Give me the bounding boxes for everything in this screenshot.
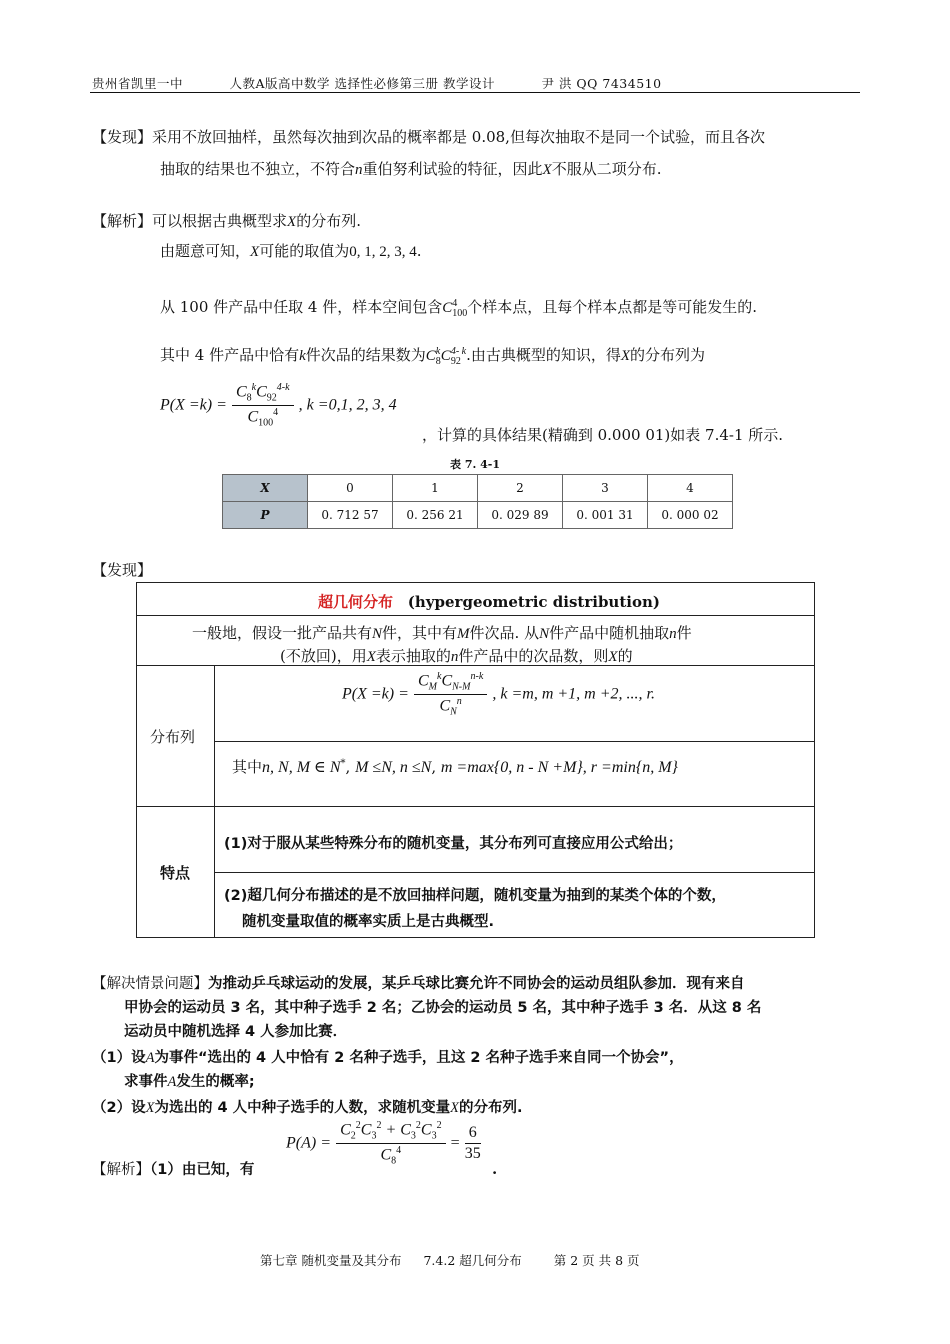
def-text: 一般地，假设一批产品共有: [192, 624, 373, 642]
var-M: M: [457, 626, 470, 642]
hyper-numerator: $C_M^kC_{N-M}^{n-k}$: [414, 671, 487, 695]
combination-c8k: [425, 345, 441, 367]
hyper-title: [318, 591, 660, 612]
hyper-formula-left: P(X =k) =: [342, 685, 409, 703]
values-list: 0, 1, 2, 3, 4: [349, 244, 417, 260]
var-n: n: [450, 649, 459, 665]
hyper-def-line2: [280, 645, 633, 666]
hyper-where: 其中n, N, M ∈ N*, M ≤N, n ≤N, m =max{0, n - N +M}, r =min{n, M}: [232, 758, 678, 776]
q1-text: 发生的概率;: [176, 1074, 255, 1090]
header-book: 人教A版高中数学 选择性必修第三册 教学设计: [229, 76, 495, 91]
table-row-x: [223, 475, 733, 502]
question-2: [92, 1096, 523, 1117]
footer-section: 7.4.2 超几何分布: [423, 1253, 522, 1268]
table-p-cell: 0. 000 02: [648, 502, 733, 529]
header-school: 贵州省凯里一中: [92, 76, 184, 91]
c-sup: k: [435, 345, 441, 357]
def-text: 件: [676, 624, 692, 642]
header-rule: [90, 92, 860, 93]
rule: [214, 872, 815, 873]
c-sup: 4- k: [450, 345, 467, 357]
feature-2-line2: 随机变量取值的概率实质上是古典概型.: [242, 914, 495, 930]
answer-line: [92, 1158, 254, 1179]
var-k: k: [299, 348, 306, 364]
discovery1-tag: 【发现】: [92, 128, 153, 146]
table-p-label: P: [223, 502, 308, 529]
discovery1-text2b: 重伯努利试验的特征，因此: [362, 160, 543, 178]
answer-result-den: 35: [464, 1144, 481, 1162]
formula-left: P(X =k) =: [160, 396, 227, 414]
analysis1-l3b: 个样本点，且每个样本点都是等可能发生的.: [467, 298, 758, 316]
star: *: [340, 758, 346, 769]
answer-result-num: 6: [465, 1124, 481, 1144]
problem-line3: 运动员中随机选择 4 人参加比赛．: [124, 1024, 348, 1040]
rule: [214, 741, 815, 742]
var-N: N: [372, 626, 383, 642]
question-1-cont: [124, 1070, 255, 1091]
q1-text: 求事件: [124, 1074, 168, 1090]
where-cond3: m =max{0, n - N +M}, r =min{n, M}: [440, 759, 678, 776]
c-symbol: C: [425, 348, 436, 364]
var-A: A: [167, 1074, 177, 1090]
discovery1-line1: [92, 126, 765, 147]
distribution-table: [222, 474, 733, 529]
hyper-denominator: $C_N^n$: [439, 695, 462, 718]
table-caption: 表 7. 4-1: [450, 458, 501, 471]
hyper-formula-fraction: [414, 671, 487, 717]
footer-chapter: 第七章 随机变量及其分布: [260, 1253, 402, 1268]
var-X: X: [620, 348, 631, 364]
def-text: 的: [617, 647, 633, 665]
def-text: 件次品. 从: [469, 624, 540, 642]
period: .: [416, 242, 422, 260]
distribution-formula: [160, 382, 397, 428]
def-text: 件，其中有: [382, 624, 458, 642]
table-x-label: X: [223, 475, 308, 502]
table-x-cell: 2: [478, 475, 563, 502]
q1-text: 为事件“选出的 4 人中恰有 2 名种子选手，且这 2 名种子选手来自同一个协会”，: [154, 1050, 684, 1066]
analysis1-line4: [160, 344, 705, 367]
hyper-formula: [342, 671, 655, 717]
equals: =: [450, 1134, 460, 1152]
header-author: 尹 洪 QQ 7434510: [541, 76, 662, 91]
problem-tag: 【解决情景问题】: [92, 976, 208, 992]
analysis1-l2b: 可能的取值为: [259, 242, 350, 260]
discovery1-text2c: 不服从二项分布.: [551, 160, 662, 178]
table-p-cell: 0. 256 21: [393, 502, 478, 529]
def-text: 表示抽取的: [375, 647, 451, 665]
discovery2-tag: 【发现】: [92, 561, 153, 579]
analysis1-line2: [160, 240, 421, 261]
hyper-def-line1: [192, 622, 692, 643]
discovery1-line2: [160, 158, 661, 179]
hyper-title-en: (hypergeometric distribution): [407, 593, 660, 611]
combination-c100-4: [442, 297, 468, 319]
answer-denominator: $C_8^4$: [380, 1144, 402, 1167]
answer-fraction-1: [336, 1120, 445, 1166]
table-x-cell: 3: [563, 475, 648, 502]
answer-formula-left: P(A) =: [286, 1134, 331, 1152]
rule: [214, 665, 215, 938]
table-x-cell: 0: [308, 475, 393, 502]
var-X: X: [450, 1100, 459, 1116]
answer-numerator: $C_2^2C_3^2 + C_3^2C_3^2$: [336, 1120, 445, 1144]
q2-text: （2）设: [92, 1100, 146, 1116]
feature-label: 特点: [160, 864, 191, 882]
var-X: X: [366, 649, 376, 665]
page-footer: [260, 1251, 640, 1269]
answer-tag: 【解析】: [92, 1162, 150, 1178]
where-cond2: M ≤N, n ≤N: [355, 759, 432, 776]
problem-line2: 甲协会的运动员 3 名，其中种子选手 2 名；乙协会的运动员 5 名，其中种子选手 3 名．从这 8 名: [124, 1000, 762, 1016]
discovery1-text1: 采用不放回抽样，虽然每次抽到次品的概率都是 0.08,但每次抽取不是同一个试验，而且各次: [152, 128, 765, 146]
def-text: (不放回)，用: [280, 647, 367, 665]
var-n: n: [669, 626, 677, 642]
hyper-title-cn: 超几何分布: [318, 593, 394, 611]
q2-text: 为选出的 4 人中种子选手的人数，求随机变量: [154, 1100, 451, 1116]
problem-line1: [92, 972, 745, 993]
c-symbol: C: [442, 300, 453, 316]
table-p-cell: 0. 029 89: [478, 502, 563, 529]
table-x-cell: 1: [393, 475, 478, 502]
q2-text: 的分布列.: [459, 1100, 523, 1116]
formula-denominator: $C_{100}^4$: [247, 406, 279, 429]
analysis1-l4b: 件次品的结果数为: [305, 346, 426, 364]
c-symbol: C: [440, 348, 451, 364]
analysis1-l4d: 的分布列为: [630, 346, 706, 364]
formula-right: , k =0,1, 2, 3, 4: [298, 396, 397, 414]
combination-c92: [440, 345, 467, 367]
var-A: A: [145, 1050, 155, 1066]
dist-label: 分布列: [150, 728, 196, 746]
analysis1-l4c: .由古典概型的知识，得: [466, 346, 621, 364]
c-sub: 8: [435, 355, 441, 367]
def-text: 件产品中随机抽取: [549, 624, 670, 642]
c-sub: 100: [452, 307, 468, 319]
feature-1: (1)对于服从某些特殊分布的随机变量，其分布列可直接应用公式给出；: [224, 836, 683, 852]
hyper-formula-right: , k =m, m +1, m +2, ..., r.: [492, 685, 655, 703]
c-sub: 92: [450, 355, 461, 367]
var-X: X: [287, 214, 297, 230]
answer-text: （1）由已知，有: [150, 1162, 255, 1178]
question-1: [92, 1046, 684, 1067]
q1-text: （1）设: [92, 1050, 146, 1066]
analysis1-line1: [92, 210, 361, 231]
analysis1-l1b: 的分布列.: [296, 212, 361, 230]
problem-text: 为推动乒乓球运动的发展，某乒乓球比赛允许不同协会的运动员组队参加．现有来自: [208, 976, 745, 992]
var-N: N: [539, 626, 550, 642]
var-X: X: [250, 244, 260, 260]
var-X: X: [542, 162, 552, 178]
analysis1-l3a: 从 100 件产品中任取 4 件，样本空间包含: [160, 298, 443, 316]
where-label: 其中: [232, 758, 263, 776]
feature-2-line1: (2)超几何分布描述的是不放回抽样问题，随机变量为抽到的某类个体的个数，: [224, 888, 726, 904]
answer-fraction-2: [465, 1124, 481, 1163]
rule: [136, 615, 815, 616]
analysis1-line3: [160, 296, 757, 319]
var-n: n: [355, 162, 363, 178]
table-x-cell: 4: [648, 475, 733, 502]
def-text: 件产品中的次品数，则: [458, 647, 609, 665]
formula-numerator: $C_8^kC_{92}^{4-k}$: [232, 382, 294, 406]
page-header: [92, 74, 704, 92]
analysis1-l4a: 其中 4 件产品中恰有: [160, 346, 300, 364]
analysis1-tag: 【解析】: [92, 212, 153, 230]
rule: [136, 806, 815, 807]
table-row-p: [223, 502, 733, 529]
c-sup: 4: [452, 297, 458, 309]
analysis1-l1a: 可以根据古典概型求: [152, 212, 288, 230]
answer-end: .: [492, 1160, 498, 1178]
discovery1-text2a: 抽取的结果也不独立，不符合: [160, 160, 356, 178]
var-X: X: [608, 649, 618, 665]
var-X: X: [145, 1100, 155, 1116]
table-p-cell: 0. 001 31: [563, 502, 648, 529]
table-p-cell: 0. 712 57: [308, 502, 393, 529]
where-cond1: n, N, M ∈ N: [262, 759, 341, 776]
formula-fraction: [232, 382, 294, 428]
formula-tail: ，计算的具体结果(精确到 0.000 01)如表 7.4-1 所示.: [422, 426, 784, 444]
footer-page: 第 2 页 共 8 页: [553, 1253, 640, 1268]
analysis1-l2a: 由题意可知，: [160, 242, 251, 260]
answer-formula: [286, 1120, 481, 1166]
